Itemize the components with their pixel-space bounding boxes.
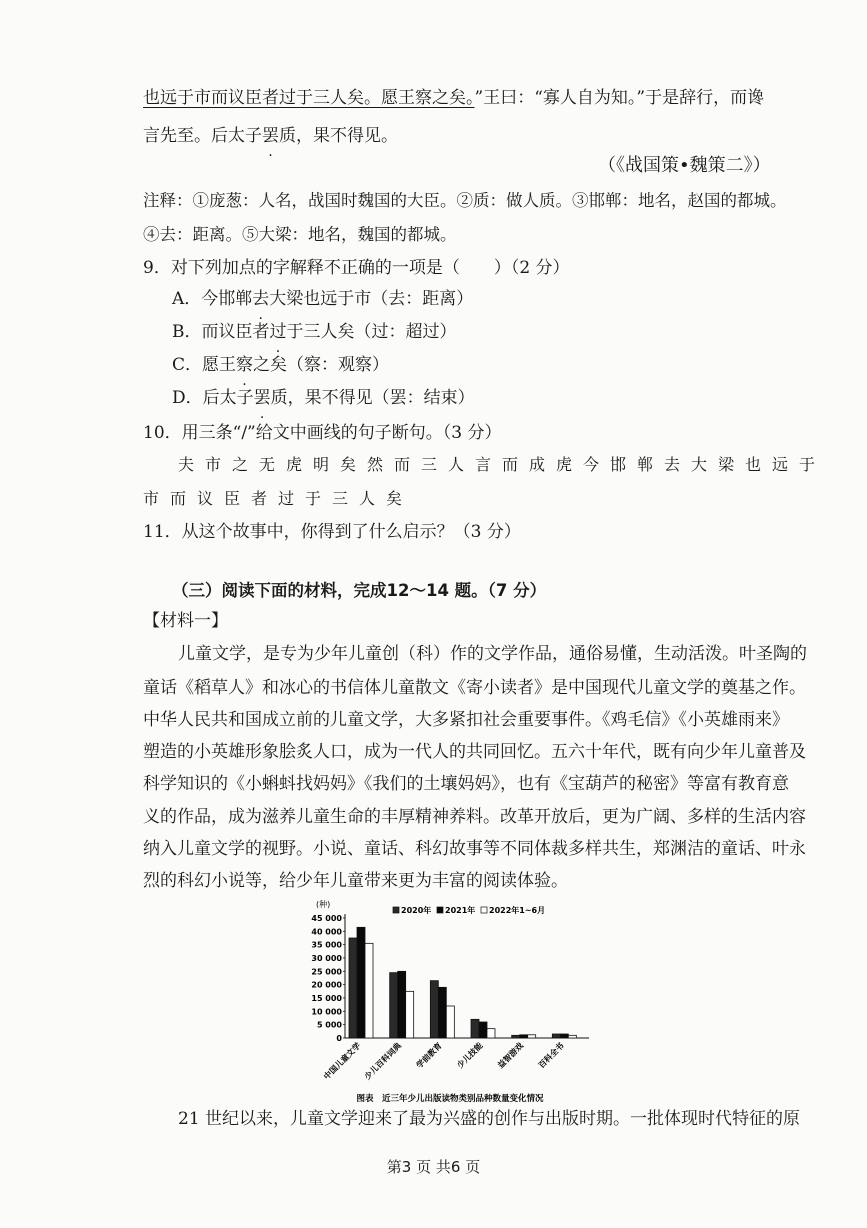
- legend-swatch: [481, 907, 487, 913]
- bar: [357, 927, 365, 1038]
- notes-line-2: ④去：距离。⑤大梁：地名，魏国的都城。: [143, 225, 457, 244]
- bar: [560, 1034, 568, 1038]
- bar: [552, 1034, 560, 1038]
- bar: [568, 1035, 576, 1038]
- y-tick-label: 10 000: [311, 1007, 342, 1017]
- bar: [487, 1029, 495, 1038]
- passage-line-1: [143, 86, 764, 110]
- bar: [365, 943, 373, 1038]
- y-tick-label: 40 000: [311, 927, 342, 937]
- bar: [479, 1022, 487, 1038]
- bar: [438, 987, 446, 1038]
- y-tick-label: 0: [336, 1034, 342, 1043]
- passage-text: 质，果不得见。: [279, 126, 398, 146]
- passage-line-2: [143, 124, 398, 148]
- q9-option-b: [172, 320, 457, 344]
- q9-option-a: [172, 287, 473, 311]
- legend-label: 2022年1~6月: [489, 906, 546, 915]
- option-text: C．愿王: [172, 355, 237, 375]
- bar-chart: [305, 898, 595, 1110]
- option-text: 大梁也远于市（去：距离）: [269, 289, 474, 309]
- bar: [406, 991, 414, 1038]
- bar: [398, 971, 406, 1038]
- bar: [349, 938, 357, 1038]
- bar: [446, 1006, 454, 1038]
- bar: [520, 1035, 528, 1038]
- passage-text: 言先至。后太子: [143, 126, 262, 146]
- dotted-char: 罢: [253, 388, 271, 408]
- q10-text-line-1: 夫市之无虎明矣然而三人言而成虎今邯郸去大梁也远于: [178, 455, 827, 474]
- y-tick-label: 15 000: [311, 994, 342, 1003]
- underlined-sentence-end: 也远于市而议臣者过于三人矣。愿王察之矣。: [143, 88, 475, 108]
- paragraph-line: 儿童文学，是专为少年儿童创（科）作的文学作品，通俗易懂，生动活泼。叶圣陶的: [178, 644, 807, 664]
- bar: [430, 981, 438, 1038]
- paragraph-line: 中华人民共和国成立前的儿童文学，大多紧扣社会重要事件。《鸡毛信》《小英雄雨来》: [143, 710, 789, 730]
- option-text: A．今邯郸: [172, 289, 253, 309]
- dotted-char: 察: [236, 355, 254, 375]
- paragraph-line: 纳入儿童文学的视野。小说、童话、科幻故事等不同体裁多样共生，郑渊洁的童话、叶永: [143, 839, 806, 859]
- passage-line1-rest: ”王曰：“寡人自为知。”于是辞行，而谗: [474, 88, 765, 108]
- paragraph-line: 义的作品，成为滋养儿童生命的丰厚精神养料。改革开放后，更为广阔、多样的生活内容: [143, 807, 806, 827]
- option-text: B．而议臣者: [172, 322, 270, 342]
- x-tick-label: 益智游戏: [496, 1041, 526, 1071]
- section-3-heading: （三）阅读下面的材料，完成12～14 题。（7 分）: [172, 581, 547, 600]
- y-tick-label: 25 000: [311, 967, 342, 977]
- option-text: 质，果不得见（罢：结束）: [270, 388, 475, 408]
- page-footer: 第3 页 共6 页: [386, 1158, 481, 1176]
- bar-chart-svg: [305, 898, 595, 1110]
- paragraph-line: 科学知识的《小蝌蚪找妈妈》《我们的土壤妈妈》，也有《宝葫芦的秘密》等富有教育意: [143, 774, 789, 794]
- x-tick-label: 百科全书: [536, 1041, 566, 1071]
- q10-text-line-2: 市而议臣者过于三人矣: [143, 489, 414, 508]
- bar: [471, 1019, 479, 1038]
- passage-source: （《战国策•魏策二》）: [598, 155, 771, 176]
- x-tick-label: 中国儿童文学: [322, 1041, 363, 1082]
- legend-label: 2020年: [401, 906, 432, 915]
- y-tick-label: 20 000: [311, 980, 342, 990]
- question-10-stem: 10．用三条“/”给文中画线的句子断句。（3 分）: [143, 423, 502, 443]
- chart-title: 图表 近三年少儿出版读物类别品种数量变化情况: [356, 1094, 544, 1104]
- y-tick-label: 35 000: [311, 940, 342, 950]
- paragraph-line: 童话《稻草人》和冰心的书信体儿童散文《寄小读者》是中国现代儿童文学的奠基之作。: [143, 678, 806, 698]
- y-tick-label: 30 000: [311, 954, 342, 963]
- q9-option-d: [172, 386, 475, 410]
- legend-swatch: [393, 907, 399, 913]
- bar: [512, 1035, 520, 1038]
- x-tick-label: 少儿百科词典: [362, 1041, 404, 1082]
- notes-line-1: 注释：①庞葱：人名，战国时魏国的大臣。②质：做人质。③邯郸：地名，赵国的都城。: [143, 191, 787, 210]
- x-tick-label: 少儿技能: [455, 1041, 485, 1071]
- paragraph-line: 21 世纪以来，儿童文学迎来了最为兴盛的创作与出版时期。一批体现时代特征的原: [178, 1109, 801, 1129]
- y-axis-unit: (种): [316, 900, 331, 909]
- dotted-char: 过: [269, 322, 287, 342]
- material-1-label: 【材料一】: [143, 611, 228, 631]
- x-tick-label: 学前教育: [414, 1041, 444, 1071]
- y-tick-label: 45 000: [311, 914, 342, 923]
- dotted-char: 去: [252, 289, 270, 309]
- dotted-char: 罢: [262, 126, 279, 146]
- paragraph-line: 塑造的小英雄形象脍炙人口，成为一代人的共同回忆。五六十年代，既有向少年儿童普及: [143, 742, 806, 762]
- paragraph-line: 烈的科幻小说等，给少年儿童带来更为丰富的阅读体验。: [143, 871, 568, 891]
- legend-label: 2021年: [445, 906, 476, 915]
- legend-swatch: [437, 907, 443, 913]
- y-tick-label: 5 000: [316, 1020, 342, 1030]
- q9-option-c: [172, 353, 389, 377]
- question-9-stem: 9．对下列加点的字解释不正确的一项是（ ）（2 分）: [143, 258, 570, 278]
- bar: [528, 1035, 536, 1038]
- bar: [390, 973, 398, 1038]
- question-11-stem: 11．从这个故事中，你得到了什么启示？（3 分）: [143, 522, 521, 542]
- option-text: 于三人矣（过：超过）: [286, 322, 457, 342]
- option-text: D．后太子: [172, 388, 254, 408]
- option-text: 之矣（察：观察）: [253, 355, 390, 375]
